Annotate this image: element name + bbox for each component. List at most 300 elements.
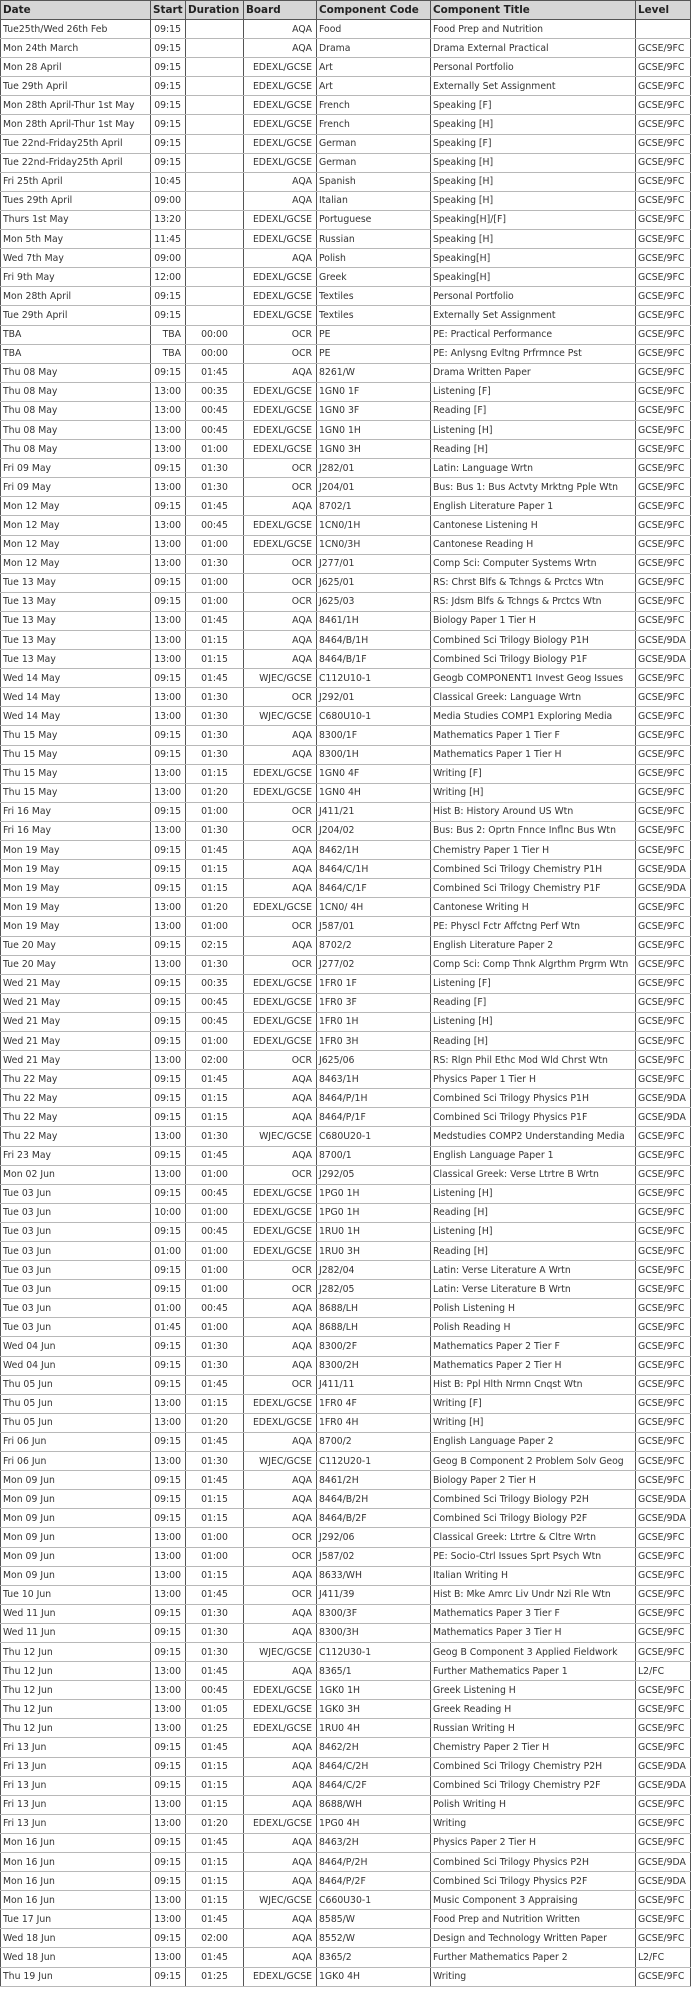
cell-level: GCSE/9DA bbox=[636, 1089, 691, 1108]
cell-board: WJEC/GCSE bbox=[244, 1452, 317, 1471]
cell-board: OCR bbox=[244, 1261, 317, 1280]
cell-level: GCSE/9FC bbox=[636, 1452, 691, 1471]
cell-component-code: J282/05 bbox=[317, 1280, 431, 1299]
cell-start: 09:15 bbox=[151, 1490, 186, 1509]
cell-level: GCSE/9FC bbox=[636, 1910, 691, 1929]
cell-start: 13:00 bbox=[151, 688, 186, 707]
cell-board: EDEXL/GCSE bbox=[244, 1681, 317, 1700]
cell-start: TBA bbox=[151, 325, 186, 344]
cell-level: GCSE/9FC bbox=[636, 344, 691, 363]
cell-date: Thu 05 Jun bbox=[1, 1375, 151, 1394]
cell-component-code: 8700/2 bbox=[317, 1432, 431, 1451]
cell-duration: 01:15 bbox=[186, 1394, 244, 1413]
cell-component-code: French bbox=[317, 96, 431, 115]
cell-level: GCSE/9DA bbox=[636, 631, 691, 650]
cell-start: 13:00 bbox=[151, 631, 186, 650]
cell-component-title: Mathematics Paper 1 Tier F bbox=[431, 726, 636, 745]
cell-duration: 01:00 bbox=[186, 1318, 244, 1337]
cell-board: EDEXL/GCSE bbox=[244, 268, 317, 287]
cell-level: GCSE/9FC bbox=[636, 1394, 691, 1413]
table-row bbox=[1, 20, 691, 39]
cell-duration: 01:15 bbox=[186, 1872, 244, 1891]
cell-date: Tue 03 Jun bbox=[1, 1184, 151, 1203]
cell-duration: 02:00 bbox=[186, 1051, 244, 1070]
cell-duration: 01:45 bbox=[186, 1662, 244, 1681]
cell-component-code: 8688/WH bbox=[317, 1795, 431, 1814]
cell-component-code: 1RU0 4H bbox=[317, 1719, 431, 1738]
cell-component-code: 8633/WH bbox=[317, 1566, 431, 1585]
cell-board: OCR bbox=[244, 325, 317, 344]
cell-component-code: 1CN0/1H bbox=[317, 516, 431, 535]
header-start: Start bbox=[151, 1, 186, 20]
cell-component-title: Combined Sci Trilogy Physics P2H bbox=[431, 1853, 636, 1872]
cell-start: 09:00 bbox=[151, 249, 186, 268]
cell-level: GCSE/9FC bbox=[636, 249, 691, 268]
table-row bbox=[1, 783, 691, 802]
cell-component-title: Writing [H] bbox=[431, 783, 636, 802]
cell-duration: 01:15 bbox=[186, 1509, 244, 1528]
cell-start: 09:15 bbox=[151, 287, 186, 306]
table-row bbox=[1, 631, 691, 650]
cell-date: Thu 05 Jun bbox=[1, 1413, 151, 1432]
cell-start: 09:15 bbox=[151, 1872, 186, 1891]
cell-date: Thurs 1st May bbox=[1, 210, 151, 229]
cell-board: OCR bbox=[244, 1528, 317, 1547]
cell-component-title: Hist B: Ppl Hlth Nrmn Cnqst Wtn bbox=[431, 1375, 636, 1394]
cell-component-title: Externally Set Assignment bbox=[431, 306, 636, 325]
cell-board: EDEXL/GCSE bbox=[244, 535, 317, 554]
cell-date: Fri 9th May bbox=[1, 268, 151, 287]
cell-board: AQA bbox=[244, 1776, 317, 1795]
cell-component-title: Writing [F] bbox=[431, 764, 636, 783]
cell-duration: 01:30 bbox=[186, 1604, 244, 1623]
cell-component-title: Speaking [H] bbox=[431, 115, 636, 134]
cell-date: Tue 22nd-Friday25th April bbox=[1, 134, 151, 153]
cell-date: Wed 18 Jun bbox=[1, 1929, 151, 1948]
cell-level: GCSE/9FC bbox=[636, 1299, 691, 1318]
cell-date: Mon 28th April-Thur 1st May bbox=[1, 96, 151, 115]
cell-component-code: Textiles bbox=[317, 306, 431, 325]
table-row bbox=[1, 1623, 691, 1642]
table-row bbox=[1, 993, 691, 1012]
cell-start: 10:00 bbox=[151, 1203, 186, 1222]
cell-level: GCSE/9DA bbox=[636, 1853, 691, 1872]
cell-date: Tue 13 May bbox=[1, 650, 151, 669]
cell-start: 09:15 bbox=[151, 726, 186, 745]
cell-component-code: J277/01 bbox=[317, 554, 431, 573]
cell-component-code: Textiles bbox=[317, 287, 431, 306]
table-row bbox=[1, 1910, 691, 1929]
cell-component-title: Greek Reading H bbox=[431, 1700, 636, 1719]
cell-level: GCSE/9FC bbox=[636, 1967, 691, 1986]
cell-start: 11:45 bbox=[151, 230, 186, 249]
table-row bbox=[1, 1203, 691, 1222]
table-row bbox=[1, 1566, 691, 1585]
cell-component-code: J411/39 bbox=[317, 1585, 431, 1604]
cell-duration: 01:45 bbox=[186, 497, 244, 516]
cell-start: 13:00 bbox=[151, 1413, 186, 1432]
header-component-code: Component Code bbox=[317, 1, 431, 20]
cell-duration: 01:00 bbox=[186, 573, 244, 592]
cell-component-title: Combined Sci Trilogy Chemistry P2H bbox=[431, 1757, 636, 1776]
cell-duration bbox=[186, 77, 244, 96]
cell-duration: 01:25 bbox=[186, 1719, 244, 1738]
cell-component-title: Speaking [H] bbox=[431, 153, 636, 172]
cell-start: 09:15 bbox=[151, 96, 186, 115]
cell-start: 09:15 bbox=[151, 77, 186, 96]
cell-duration: 00:45 bbox=[186, 401, 244, 420]
cell-board: OCR bbox=[244, 1585, 317, 1604]
table-row bbox=[1, 821, 691, 840]
table-row bbox=[1, 363, 691, 382]
cell-duration bbox=[186, 230, 244, 249]
cell-duration: 01:30 bbox=[186, 955, 244, 974]
cell-level: GCSE/9FC bbox=[636, 497, 691, 516]
cell-component-code: 1CN0/3H bbox=[317, 535, 431, 554]
cell-board: EDEXL/GCSE bbox=[244, 134, 317, 153]
table-row bbox=[1, 1299, 691, 1318]
table-row bbox=[1, 1261, 691, 1280]
cell-start: 09:15 bbox=[151, 1012, 186, 1031]
cell-component-code: 8464/C/1F bbox=[317, 879, 431, 898]
cell-level: GCSE/9FC bbox=[636, 1681, 691, 1700]
cell-component-code: 1GK0 1H bbox=[317, 1681, 431, 1700]
cell-duration: 01:15 bbox=[186, 1490, 244, 1509]
cell-level: GCSE/9FC bbox=[636, 287, 691, 306]
cell-date: Tue 03 Jun bbox=[1, 1222, 151, 1241]
cell-date: Tue 13 May bbox=[1, 573, 151, 592]
cell-duration: 01:15 bbox=[186, 1089, 244, 1108]
cell-board: EDEXL/GCSE bbox=[244, 153, 317, 172]
cell-date: Mon 09 Jun bbox=[1, 1471, 151, 1490]
cell-level: GCSE/9DA bbox=[636, 860, 691, 879]
cell-duration bbox=[186, 153, 244, 172]
cell-component-title: Latin: Verse Literature A Wrtn bbox=[431, 1261, 636, 1280]
cell-level: GCSE/9FC bbox=[636, 1891, 691, 1910]
cell-board: OCR bbox=[244, 1051, 317, 1070]
cell-date: Wed 21 May bbox=[1, 974, 151, 993]
cell-component-title: Reading [H] bbox=[431, 1203, 636, 1222]
cell-component-title: Polish Writing H bbox=[431, 1795, 636, 1814]
cell-date: Tue 13 May bbox=[1, 611, 151, 630]
cell-component-title: English Language Paper 1 bbox=[431, 1146, 636, 1165]
cell-component-code: 8300/1F bbox=[317, 726, 431, 745]
cell-start: 09:15 bbox=[151, 1738, 186, 1757]
cell-level: GCSE/9FC bbox=[636, 955, 691, 974]
cell-component-title: Reading [F] bbox=[431, 401, 636, 420]
cell-level: GCSE/9DA bbox=[636, 650, 691, 669]
cell-level: GCSE/9FC bbox=[636, 1222, 691, 1241]
cell-component-code: J587/02 bbox=[317, 1547, 431, 1566]
cell-date: Mon 09 Jun bbox=[1, 1566, 151, 1585]
cell-component-title: Reading [F] bbox=[431, 993, 636, 1012]
cell-component-title: Geogb COMPONENT1 Invest Geog Issues bbox=[431, 669, 636, 688]
cell-board: OCR bbox=[244, 573, 317, 592]
table-row bbox=[1, 497, 691, 516]
cell-duration: 00:45 bbox=[186, 1222, 244, 1241]
cell-level: GCSE/9FC bbox=[636, 382, 691, 401]
cell-component-code: J292/01 bbox=[317, 688, 431, 707]
cell-date: Mon 16 Jun bbox=[1, 1891, 151, 1910]
table-row bbox=[1, 860, 691, 879]
cell-component-title: Speaking[H] bbox=[431, 268, 636, 287]
cell-level: GCSE/9FC bbox=[636, 1051, 691, 1070]
cell-component-title: Personal Portfolio bbox=[431, 58, 636, 77]
cell-date: Fri 23 May bbox=[1, 1146, 151, 1165]
cell-start: 13:00 bbox=[151, 650, 186, 669]
cell-board: EDEXL/GCSE bbox=[244, 1394, 317, 1413]
cell-component-code: 1PG0 4H bbox=[317, 1814, 431, 1833]
cell-date: Fri 06 Jun bbox=[1, 1452, 151, 1471]
cell-duration: 01:20 bbox=[186, 1814, 244, 1833]
cell-component-code: C112U10-1 bbox=[317, 669, 431, 688]
cell-duration: 02:15 bbox=[186, 936, 244, 955]
cell-level: GCSE/9FC bbox=[636, 1146, 691, 1165]
table-row bbox=[1, 535, 691, 554]
cell-component-title: Media Studies COMP1 Exploring Media bbox=[431, 707, 636, 726]
cell-start: 13:00 bbox=[151, 535, 186, 554]
cell-level: GCSE/9FC bbox=[636, 1585, 691, 1604]
cell-date: Thu 12 Jun bbox=[1, 1662, 151, 1681]
cell-date: Tue 29th April bbox=[1, 306, 151, 325]
cell-component-title: Classical Greek: Verse Ltrtre B Wrtn bbox=[431, 1165, 636, 1184]
cell-level: GCSE/9FC bbox=[636, 1623, 691, 1642]
cell-board: AQA bbox=[244, 1337, 317, 1356]
cell-duration: 00:45 bbox=[186, 1012, 244, 1031]
cell-component-title: Further Mathematics Paper 1 bbox=[431, 1662, 636, 1681]
cell-component-title: Geog B Component 3 Applied Fieldwork bbox=[431, 1642, 636, 1661]
table-row bbox=[1, 1337, 691, 1356]
cell-level: GCSE/9FC bbox=[636, 401, 691, 420]
table-row bbox=[1, 1127, 691, 1146]
cell-component-code: PE bbox=[317, 325, 431, 344]
cell-board: EDEXL/GCSE bbox=[244, 898, 317, 917]
cell-date: Thu 08 May bbox=[1, 440, 151, 459]
cell-date: Fri 13 Jun bbox=[1, 1738, 151, 1757]
cell-level: GCSE/9FC bbox=[636, 1070, 691, 1089]
cell-board: EDEXL/GCSE bbox=[244, 1413, 317, 1432]
table-row bbox=[1, 39, 691, 58]
cell-component-code: 1FR0 3F bbox=[317, 993, 431, 1012]
cell-component-code: Italian bbox=[317, 191, 431, 210]
cell-board: AQA bbox=[244, 1070, 317, 1089]
cell-duration: 01:00 bbox=[186, 802, 244, 821]
cell-board: AQA bbox=[244, 1108, 317, 1127]
cell-date: Thu 22 May bbox=[1, 1070, 151, 1089]
cell-component-title: Listening [H] bbox=[431, 1012, 636, 1031]
cell-component-code: 8300/1H bbox=[317, 745, 431, 764]
cell-start: 13:00 bbox=[151, 1795, 186, 1814]
cell-duration: 01:45 bbox=[186, 363, 244, 382]
cell-date: Fri 13 Jun bbox=[1, 1795, 151, 1814]
cell-component-code: Portuguese bbox=[317, 210, 431, 229]
cell-component-title: PE: Physcl Fctr Affctng Perf Wtn bbox=[431, 917, 636, 936]
cell-component-title: Italian Writing H bbox=[431, 1566, 636, 1585]
cell-component-code: Art bbox=[317, 77, 431, 96]
cell-date: Thu 15 May bbox=[1, 783, 151, 802]
cell-component-code: 1FR0 1F bbox=[317, 974, 431, 993]
table-row bbox=[1, 650, 691, 669]
cell-duration bbox=[186, 306, 244, 325]
cell-start: 09:15 bbox=[151, 497, 186, 516]
table-body bbox=[1, 20, 691, 1987]
cell-component-title: Chemistry Paper 1 Tier H bbox=[431, 841, 636, 860]
cell-level: GCSE/9FC bbox=[636, 459, 691, 478]
table-row bbox=[1, 306, 691, 325]
cell-board: AQA bbox=[244, 726, 317, 745]
cell-duration bbox=[186, 134, 244, 153]
cell-date: Mon 12 May bbox=[1, 497, 151, 516]
cell-start: 13:00 bbox=[151, 821, 186, 840]
cell-level: GCSE/9FC bbox=[636, 1547, 691, 1566]
table-row bbox=[1, 1776, 691, 1795]
cell-level: GCSE/9FC bbox=[636, 993, 691, 1012]
cell-component-code: 8300/3F bbox=[317, 1604, 431, 1623]
cell-level: GCSE/9FC bbox=[636, 841, 691, 860]
cell-duration: 01:45 bbox=[186, 1375, 244, 1394]
cell-board: EDEXL/GCSE bbox=[244, 1967, 317, 1986]
cell-start: 13:00 bbox=[151, 1662, 186, 1681]
cell-board: EDEXL/GCSE bbox=[244, 210, 317, 229]
cell-component-code: J411/11 bbox=[317, 1375, 431, 1394]
cell-duration bbox=[186, 210, 244, 229]
cell-component-code: 8688/LH bbox=[317, 1299, 431, 1318]
cell-level: GCSE/9FC bbox=[636, 573, 691, 592]
cell-component-title: PE: Socio-Ctrl Issues Sprt Psych Wtn bbox=[431, 1547, 636, 1566]
cell-start: 13:00 bbox=[151, 1814, 186, 1833]
table-row bbox=[1, 1681, 691, 1700]
cell-date: Tue 17 Jun bbox=[1, 1910, 151, 1929]
cell-board: AQA bbox=[244, 249, 317, 268]
cell-date: Tue 03 Jun bbox=[1, 1299, 151, 1318]
cell-board: AQA bbox=[244, 191, 317, 210]
cell-component-title: Combined Sci Trilogy Biology P2H bbox=[431, 1490, 636, 1509]
cell-board: OCR bbox=[244, 917, 317, 936]
cell-date: Mon 16 Jun bbox=[1, 1872, 151, 1891]
cell-board: AQA bbox=[244, 1795, 317, 1814]
cell-component-title: Writing bbox=[431, 1967, 636, 1986]
table-row bbox=[1, 249, 691, 268]
cell-board: AQA bbox=[244, 1662, 317, 1681]
cell-start: 09:15 bbox=[151, 1280, 186, 1299]
cell-start: 09:15 bbox=[151, 1070, 186, 1089]
cell-duration bbox=[186, 268, 244, 287]
cell-duration bbox=[186, 58, 244, 77]
cell-start: 09:15 bbox=[151, 1356, 186, 1375]
cell-level: GCSE/9FC bbox=[636, 1261, 691, 1280]
cell-component-code: J277/02 bbox=[317, 955, 431, 974]
cell-date: Thu 05 Jun bbox=[1, 1394, 151, 1413]
cell-component-title: Speaking [H] bbox=[431, 172, 636, 191]
cell-date: Thu 12 Jun bbox=[1, 1642, 151, 1661]
cell-level: GCSE/9DA bbox=[636, 1509, 691, 1528]
cell-duration: 01:45 bbox=[186, 1585, 244, 1604]
cell-start: 09:15 bbox=[151, 115, 186, 134]
cell-start: 09:15 bbox=[151, 936, 186, 955]
cell-duration: 01:15 bbox=[186, 1776, 244, 1795]
cell-duration: 01:00 bbox=[186, 1528, 244, 1547]
cell-component-code: 8462/1H bbox=[317, 841, 431, 860]
cell-start: 13:00 bbox=[151, 1681, 186, 1700]
cell-start: 13:00 bbox=[151, 1051, 186, 1070]
table-row bbox=[1, 688, 691, 707]
cell-component-code: 8463/1H bbox=[317, 1070, 431, 1089]
cell-component-title: Combined Sci Trilogy Chemistry P1F bbox=[431, 879, 636, 898]
table-row bbox=[1, 1031, 691, 1050]
cell-start: 09:15 bbox=[151, 1375, 186, 1394]
cell-duration: 01:30 bbox=[186, 1337, 244, 1356]
cell-start: 09:15 bbox=[151, 879, 186, 898]
cell-board: AQA bbox=[244, 1623, 317, 1642]
cell-component-code: J282/01 bbox=[317, 459, 431, 478]
table-row bbox=[1, 841, 691, 860]
cell-duration: 00:45 bbox=[186, 420, 244, 439]
table-row bbox=[1, 115, 691, 134]
cell-date: Mon 19 May bbox=[1, 898, 151, 917]
cell-board: AQA bbox=[244, 650, 317, 669]
cell-component-title: Comp Sci: Computer Systems Wrtn bbox=[431, 554, 636, 573]
cell-component-title: Music Component 3 Appraising bbox=[431, 1891, 636, 1910]
cell-start: 13:00 bbox=[151, 611, 186, 630]
cell-duration: 00:00 bbox=[186, 325, 244, 344]
cell-duration: 00:00 bbox=[186, 344, 244, 363]
cell-level: GCSE/9FC bbox=[636, 1165, 691, 1184]
table-row bbox=[1, 592, 691, 611]
cell-component-code: 8464/C/2H bbox=[317, 1757, 431, 1776]
cell-start: 13:00 bbox=[151, 707, 186, 726]
cell-component-title: Greek Listening H bbox=[431, 1681, 636, 1700]
table-row bbox=[1, 401, 691, 420]
cell-level: GCSE/9FC bbox=[636, 1719, 691, 1738]
cell-component-title: English Language Paper 2 bbox=[431, 1432, 636, 1451]
cell-start: 13:00 bbox=[151, 1700, 186, 1719]
table-row bbox=[1, 1853, 691, 1872]
cell-board: AQA bbox=[244, 1089, 317, 1108]
cell-date: Fri 13 Jun bbox=[1, 1757, 151, 1776]
cell-component-code: J411/21 bbox=[317, 802, 431, 821]
cell-start: 09:15 bbox=[151, 1031, 186, 1050]
cell-board: AQA bbox=[244, 1146, 317, 1165]
cell-board: EDEXL/GCSE bbox=[244, 1184, 317, 1203]
cell-component-code: 8261/W bbox=[317, 363, 431, 382]
table-row bbox=[1, 1642, 691, 1661]
table-row bbox=[1, 1891, 691, 1910]
cell-duration: 01:15 bbox=[186, 1795, 244, 1814]
cell-duration: 01:00 bbox=[186, 1261, 244, 1280]
cell-level: L2/FC bbox=[636, 1662, 691, 1681]
table-row bbox=[1, 1394, 691, 1413]
cell-component-code: 1GN0 1F bbox=[317, 382, 431, 401]
cell-start: 09:15 bbox=[151, 1261, 186, 1280]
cell-level: GCSE/9FC bbox=[636, 306, 691, 325]
cell-component-title: Listening [F] bbox=[431, 382, 636, 401]
cell-start: 09:15 bbox=[151, 1833, 186, 1852]
cell-component-title: Geog B Component 2 Problem Solv Geog bbox=[431, 1452, 636, 1471]
cell-duration: 01:45 bbox=[186, 1910, 244, 1929]
table-row bbox=[1, 1604, 691, 1623]
cell-date: Wed 11 Jun bbox=[1, 1604, 151, 1623]
cell-component-title: Writing bbox=[431, 1814, 636, 1833]
table-row bbox=[1, 1356, 691, 1375]
cell-level: GCSE/9FC bbox=[636, 688, 691, 707]
cell-component-title: Chemistry Paper 2 Tier H bbox=[431, 1738, 636, 1757]
cell-date: Mon 19 May bbox=[1, 841, 151, 860]
cell-board: AQA bbox=[244, 1509, 317, 1528]
cell-board: AQA bbox=[244, 860, 317, 879]
cell-board: OCR bbox=[244, 1547, 317, 1566]
cell-duration bbox=[186, 287, 244, 306]
cell-duration: 01:45 bbox=[186, 669, 244, 688]
